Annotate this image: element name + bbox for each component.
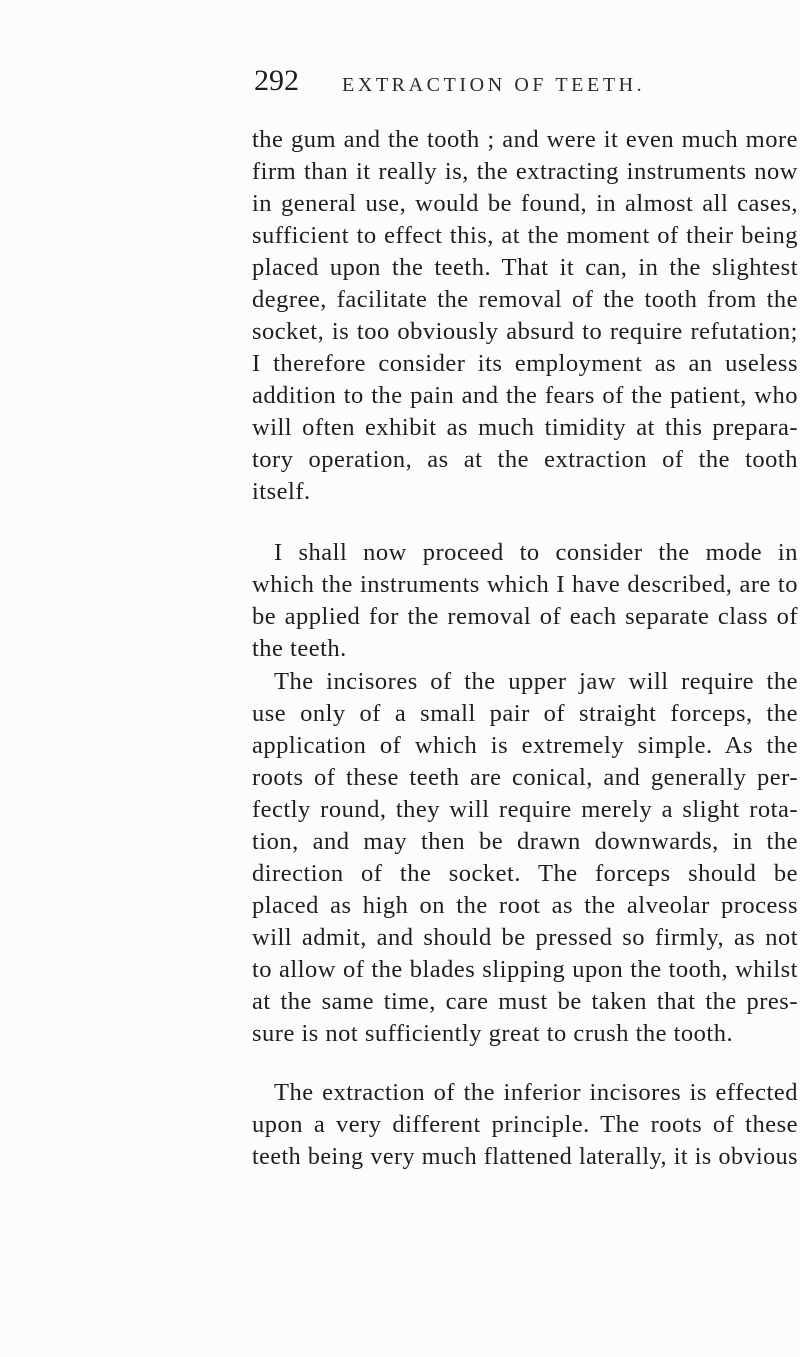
text-line: socket, is too obviously absurd to require refutation; xyxy=(252,318,798,345)
text-line: direction of the socket. The forceps should be xyxy=(252,860,798,887)
text-line: the gum and the tooth ; and were it even much more xyxy=(252,126,798,153)
text-line: use only of a small pair of straight forceps, the xyxy=(252,700,798,727)
text-line: in general use, would be found, in almost all cases, xyxy=(252,190,798,217)
text-line: the teeth. xyxy=(252,635,347,662)
text-line: will admit, and should be pressed so firmly, as not xyxy=(252,924,798,951)
paragraph-3 xyxy=(252,666,798,1050)
text-line: sure is not sufficiently great to crush the tooth. xyxy=(252,1020,734,1047)
text-line: will often exhibit as much timidity at this prepara- xyxy=(252,414,798,441)
text-line: be applied for the removal of each separate class of xyxy=(252,603,798,630)
paragraph-2 xyxy=(252,537,798,665)
body-text xyxy=(252,124,798,1173)
text-line: addition to the pain and the fears of the patient, who xyxy=(252,382,798,409)
paragraph-4 xyxy=(252,1077,798,1173)
text-line: upon a very different principle. The roots of these xyxy=(252,1111,798,1138)
text-line: tory operation, as at the extraction of the tooth xyxy=(252,446,798,473)
text-line: to allow of the blades slipping upon the tooth, whilst xyxy=(252,956,798,983)
text-line: tion, and may then be drawn downwards, in the xyxy=(252,828,798,855)
text-line: degree, facilitate the removal of the tooth from the xyxy=(252,286,798,313)
page-number: 292 xyxy=(254,64,299,97)
text-line: I therefore consider its employment as an useless xyxy=(252,350,798,377)
text-line: placed upon the teeth. That it can, in the slightest xyxy=(252,254,798,281)
paragraph-1 xyxy=(252,124,798,508)
text-line: itself. xyxy=(252,478,311,505)
text-line: application of which is extremely simple. As the xyxy=(252,732,798,759)
text-line: fectly round, they will require merely a slight rota- xyxy=(252,796,798,823)
running-head: EXTRACTION OF TEETH. xyxy=(342,74,646,96)
text-line: I shall now proceed to consider the mode in xyxy=(274,539,798,566)
text-line: The extraction of the inferior incisores is effected xyxy=(274,1079,798,1106)
text-line: placed as high on the root as the alveolar process xyxy=(252,892,798,919)
text-line: firm than it really is, the extracting instruments now xyxy=(252,158,798,185)
text-line: at the same time, care must be taken that the pres- xyxy=(252,988,798,1015)
text-line: teeth being very much flattened laterally, it is obvious xyxy=(252,1144,798,1170)
text-line: which the instruments which I have described, are to xyxy=(252,571,798,598)
text-line: sufficient to effect this, at the moment of their being xyxy=(252,222,798,249)
text-line: The incisores of the upper jaw will require the xyxy=(274,668,798,695)
text-line: roots of these teeth are conical, and generally per- xyxy=(252,764,798,791)
